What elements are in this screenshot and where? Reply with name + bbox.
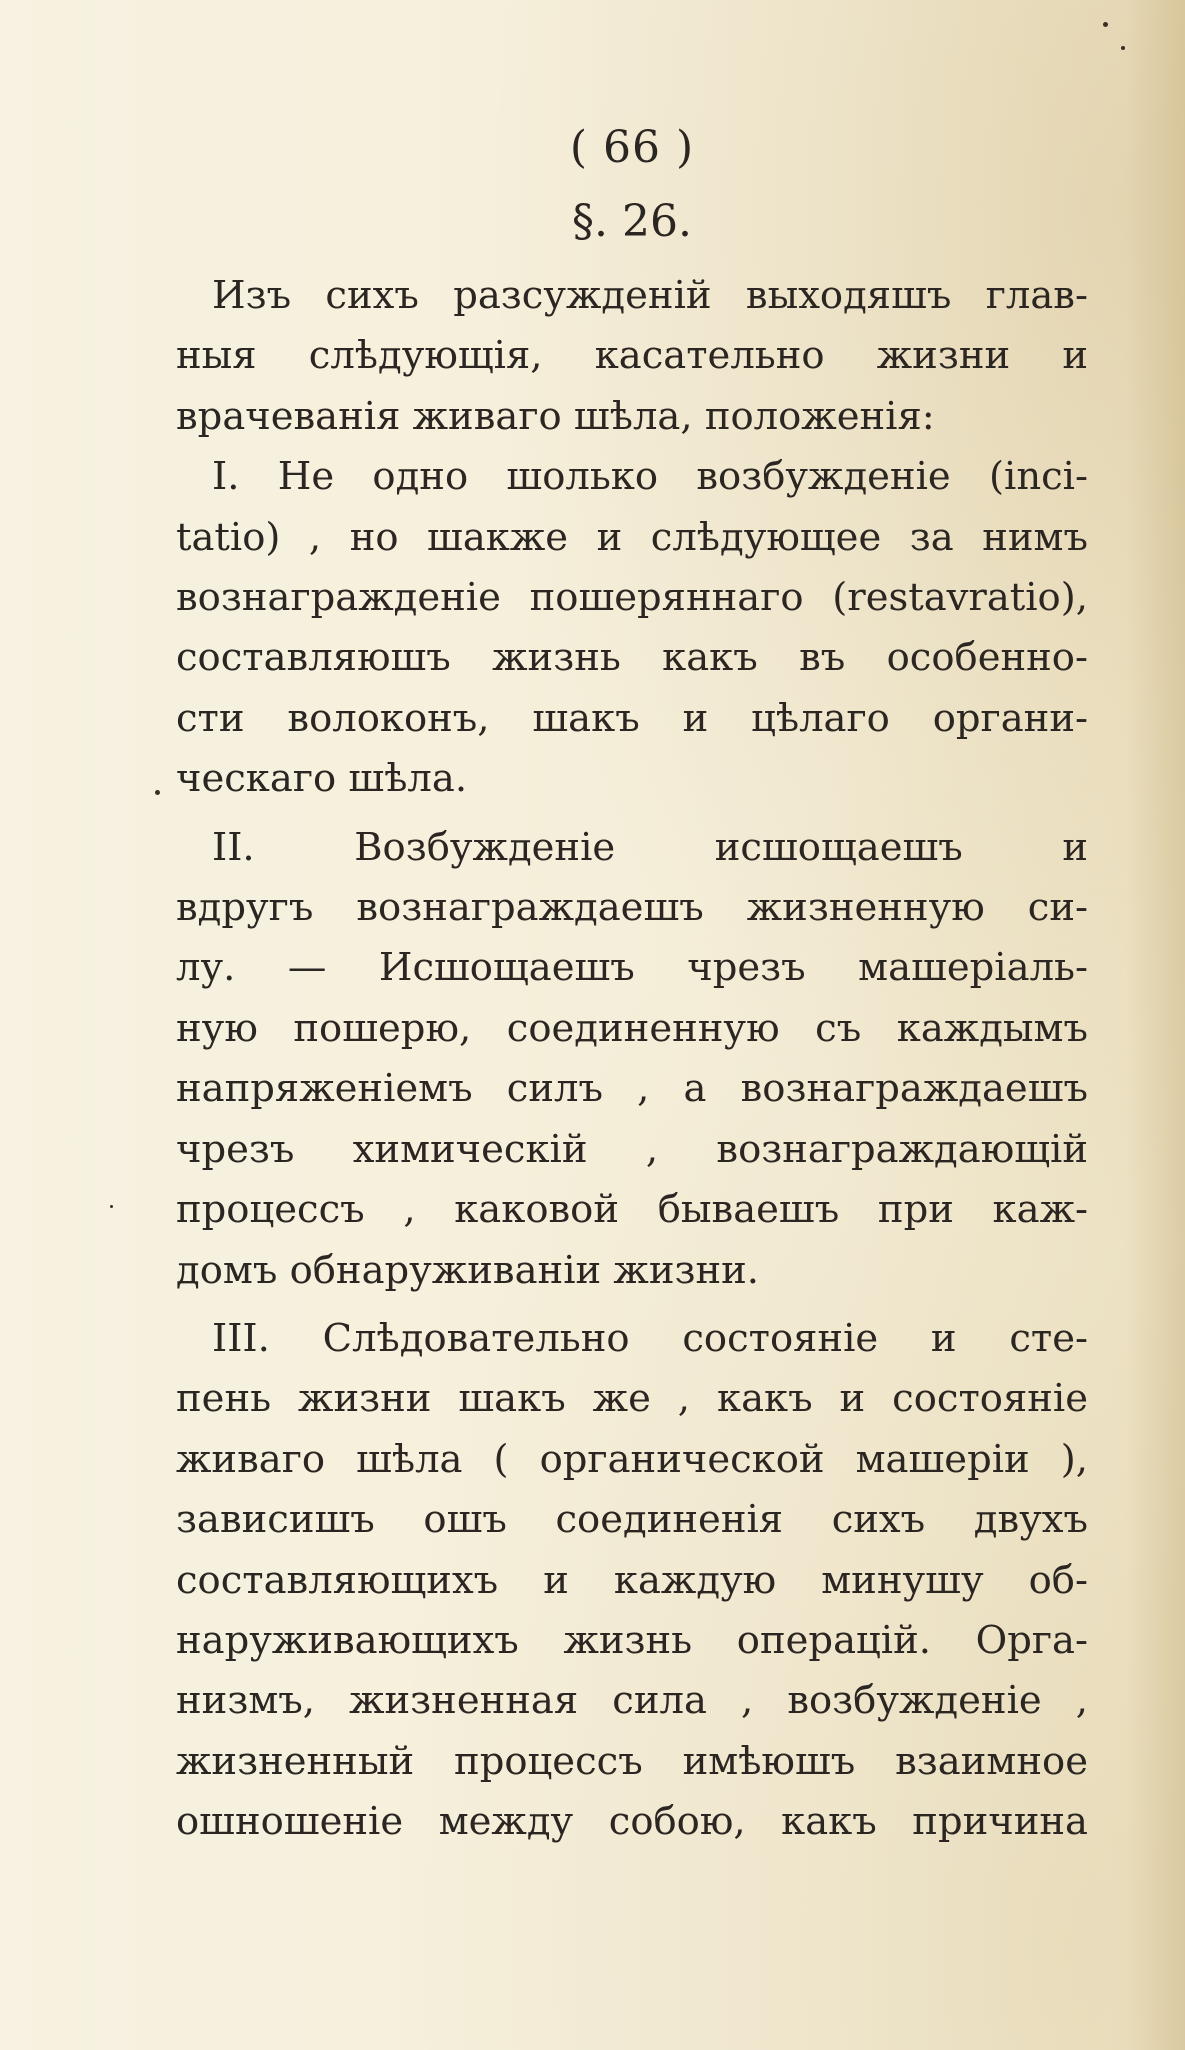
text-line: III. Слѣдовательно состояніе и сте-: [212, 1315, 1088, 1361]
text-line: вдругъ вознаграждаешъ жизненную си-: [176, 885, 1088, 931]
text-line: врачеванія живаго шѣла, положенія:: [176, 393, 935, 439]
text-line: живаго шѣла ( органической машеріи ),: [176, 1436, 1088, 1482]
text-line: составляюшъ жизнь какъ въ особенно-: [176, 635, 1088, 681]
page-edge-shadow: [1125, 0, 1185, 2050]
text-line: II. Возбужденіе исшощаешъ и: [212, 824, 1088, 870]
body-text: [176, 266, 1088, 1853]
text-line: I. Не одно шолько возбужденіе (inci-: [212, 454, 1088, 500]
ink-speck: [155, 790, 160, 795]
paragraph-one: [176, 447, 1088, 809]
text-line: жизненный процессъ имѣюшъ взаимное: [176, 1738, 1088, 1784]
paragraph-three: [176, 1309, 1088, 1853]
section-heading: §. 26.: [572, 196, 692, 247]
paragraph-gap: [176, 810, 1088, 818]
text-line: чрезъ химическій , вознаграждающій: [176, 1126, 1088, 1172]
text-line: ныя слѣдующія, касательно жизни и: [176, 333, 1088, 379]
text-line: сти волоконъ, шакъ и цѣлаго органи-: [176, 695, 1088, 741]
text-line: наруживающихъ жизнь операцій. Орга-: [176, 1617, 1088, 1663]
text-line: составляющихъ и каждую минушу об-: [176, 1557, 1088, 1603]
paragraph-gap: [176, 1301, 1088, 1309]
page-text-block: [176, 118, 1088, 1853]
page-number: ( 66 ): [569, 122, 695, 173]
text-line: ную пошерю, соединенную съ каждымъ: [176, 1005, 1088, 1051]
paragraph-intro: [176, 266, 1088, 447]
text-line: tatio) , но шакже и слѣдующее за нимъ: [176, 514, 1088, 560]
ink-speck: [1121, 46, 1125, 50]
text-line: лу. — Исшощаешъ чрезъ машеріаль-: [176, 945, 1088, 991]
paragraph-two: [176, 818, 1088, 1301]
text-line: низмъ, жизненная сила , возбужденіе ,: [176, 1678, 1088, 1724]
text-line: вознагражденіе пошеряннаго (restavratio),: [176, 575, 1088, 621]
text-line: процессъ , каковой бываешъ при каж-: [176, 1187, 1088, 1233]
text-line: зависишъ ошъ соединенія сихъ двухъ: [176, 1497, 1088, 1543]
text-line: пень жизни шакъ же , какъ и состояніе: [176, 1376, 1088, 1422]
text-line: ческаго шѣла.: [176, 756, 468, 802]
ink-speck: [1103, 22, 1108, 27]
ink-speck: [110, 1205, 113, 1208]
text-line: Изъ сихъ разсужденій выходяшъ глав-: [212, 273, 1088, 318]
text-line: ошношеніе между собою, какъ причина: [176, 1799, 1088, 1845]
text-line: домъ обнаруживаніи жизни.: [176, 1247, 760, 1293]
text-line: напряженіемъ силъ , а вознаграждаешъ: [176, 1066, 1088, 1112]
